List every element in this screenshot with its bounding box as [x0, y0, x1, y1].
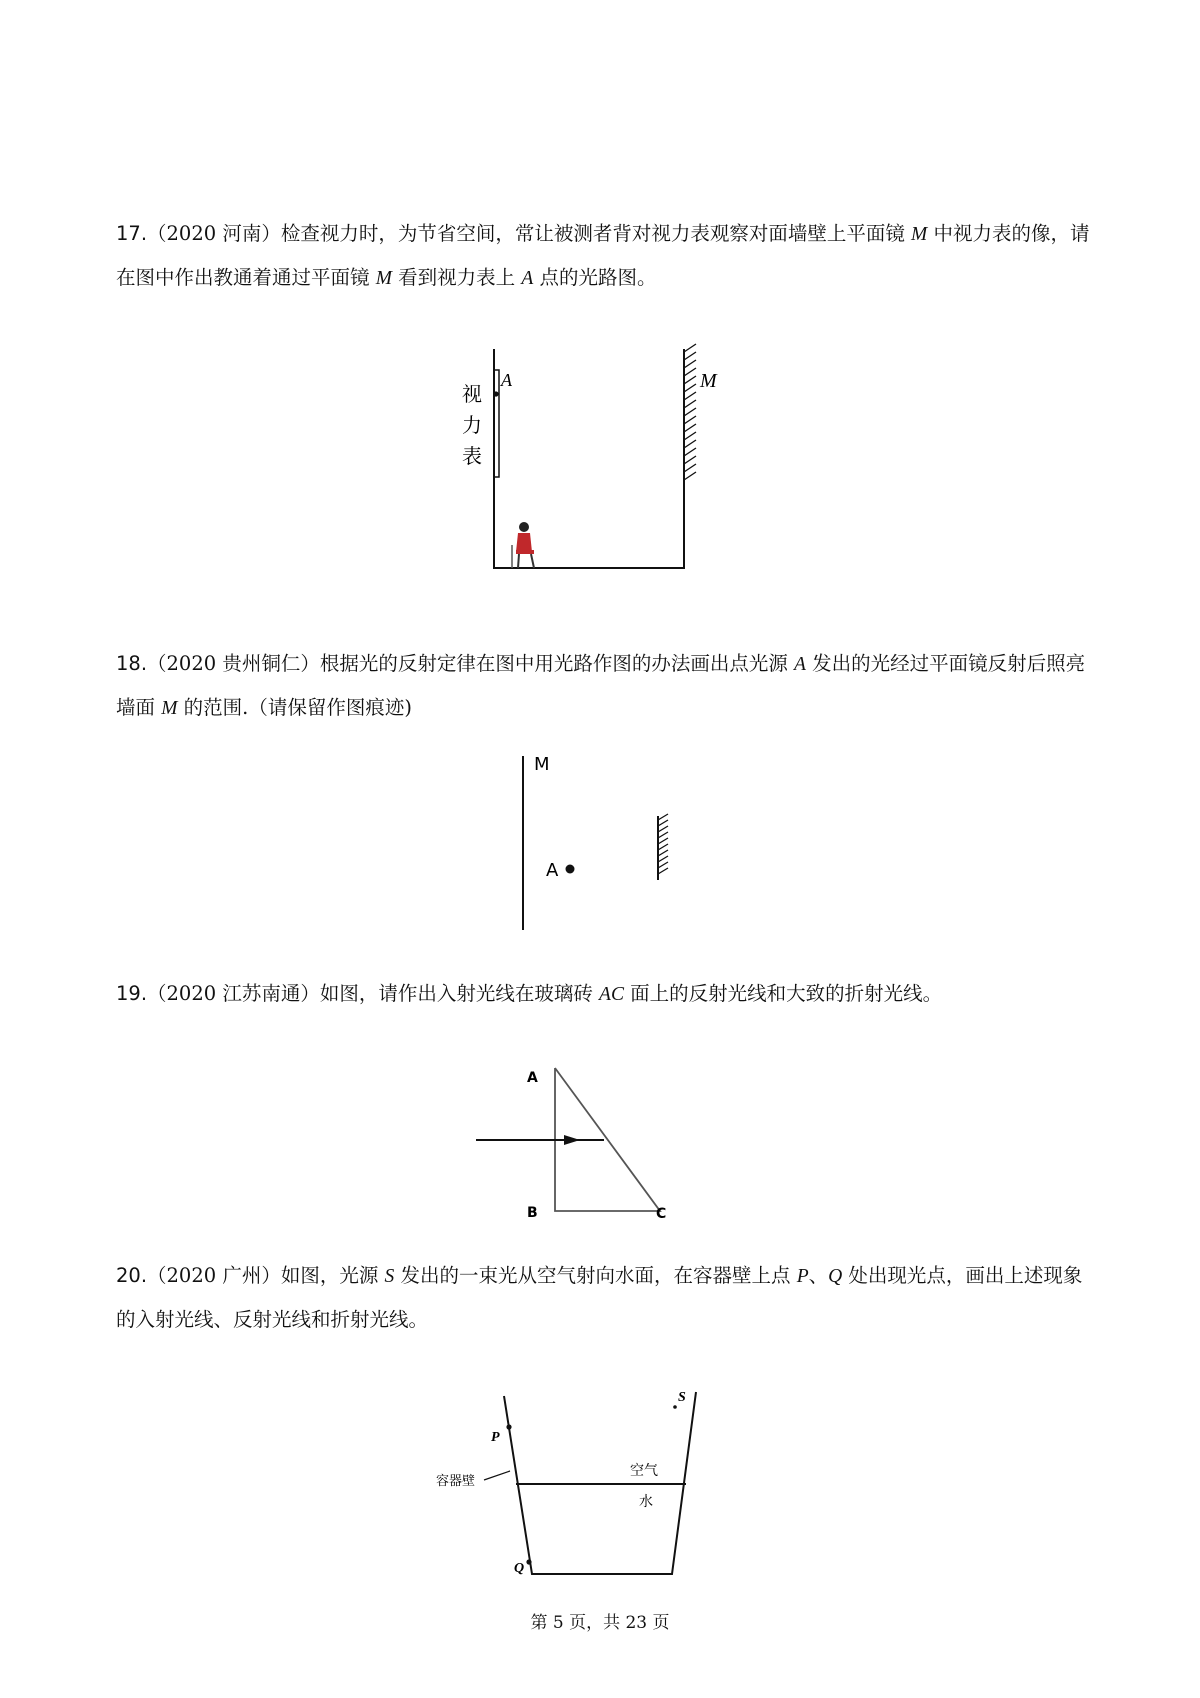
point-a-label: A: [546, 860, 559, 881]
mirror-m-label: M: [700, 370, 717, 392]
water-label: 水: [639, 1494, 653, 1510]
page-footer: 第 5 页，共 23 页: [530, 1613, 670, 1633]
air-label: 空气: [630, 1463, 658, 1479]
point-p-label: P: [491, 1430, 500, 1445]
question-19: 19.（2020 江苏南通）如图，请作出入射光线在玻璃砖 AC 面上的反射光线和大致的折射光线。: [116, 982, 943, 1005]
wall-m-label: M: [534, 754, 550, 775]
question-18: 18.（2020 贵州铜仁）根据光的反射定律在图中用光路作图的办法画出点光源 A 发出的光经过平面镜反射后照亮墙面 M 的范围.（请保留作图痕迹): [116, 652, 1086, 719]
question-number: 18.: [116, 652, 148, 675]
vertex-c-label: C: [656, 1206, 667, 1222]
question-17: 17.（2020 河南）检查视力时，为节省空间，常让被测者背对视力表观察对面墙壁上平面镜 M 中视力表的像，请在图中作出教通着通过平面镜 M 看到视力表上 A 点的光路图。: [116, 222, 1090, 289]
container-wall-pointer: [484, 1471, 510, 1480]
point-p-dot: [506, 1424, 511, 1429]
vertex-b-label: B: [527, 1205, 538, 1221]
question-number: 19.: [116, 982, 148, 1005]
question-number: 20.: [116, 1264, 148, 1287]
light-source-s-label: S: [678, 1390, 686, 1405]
container-wall-label: 容器壁: [436, 1474, 476, 1489]
chart-label-2: 力: [462, 413, 482, 437]
point-a-label: A: [501, 370, 512, 390]
chart-label-1: 视: [462, 382, 482, 406]
question-20: 20.（2020 广州）如图，光源 S 发出的一束光从空气射向水面，在容器壁上点 P、Q 处出现光点，画出上述现象的入射光线、反射光线和折射光线。: [116, 1264, 1083, 1331]
vertex-a-label: A: [527, 1070, 538, 1086]
question-number: 17.: [116, 222, 148, 245]
chart-label-3: 表: [462, 444, 482, 468]
light-source-s-dot: [673, 1405, 677, 1409]
point-q-dot: [526, 1559, 531, 1564]
point-q-label: Q: [514, 1561, 525, 1576]
